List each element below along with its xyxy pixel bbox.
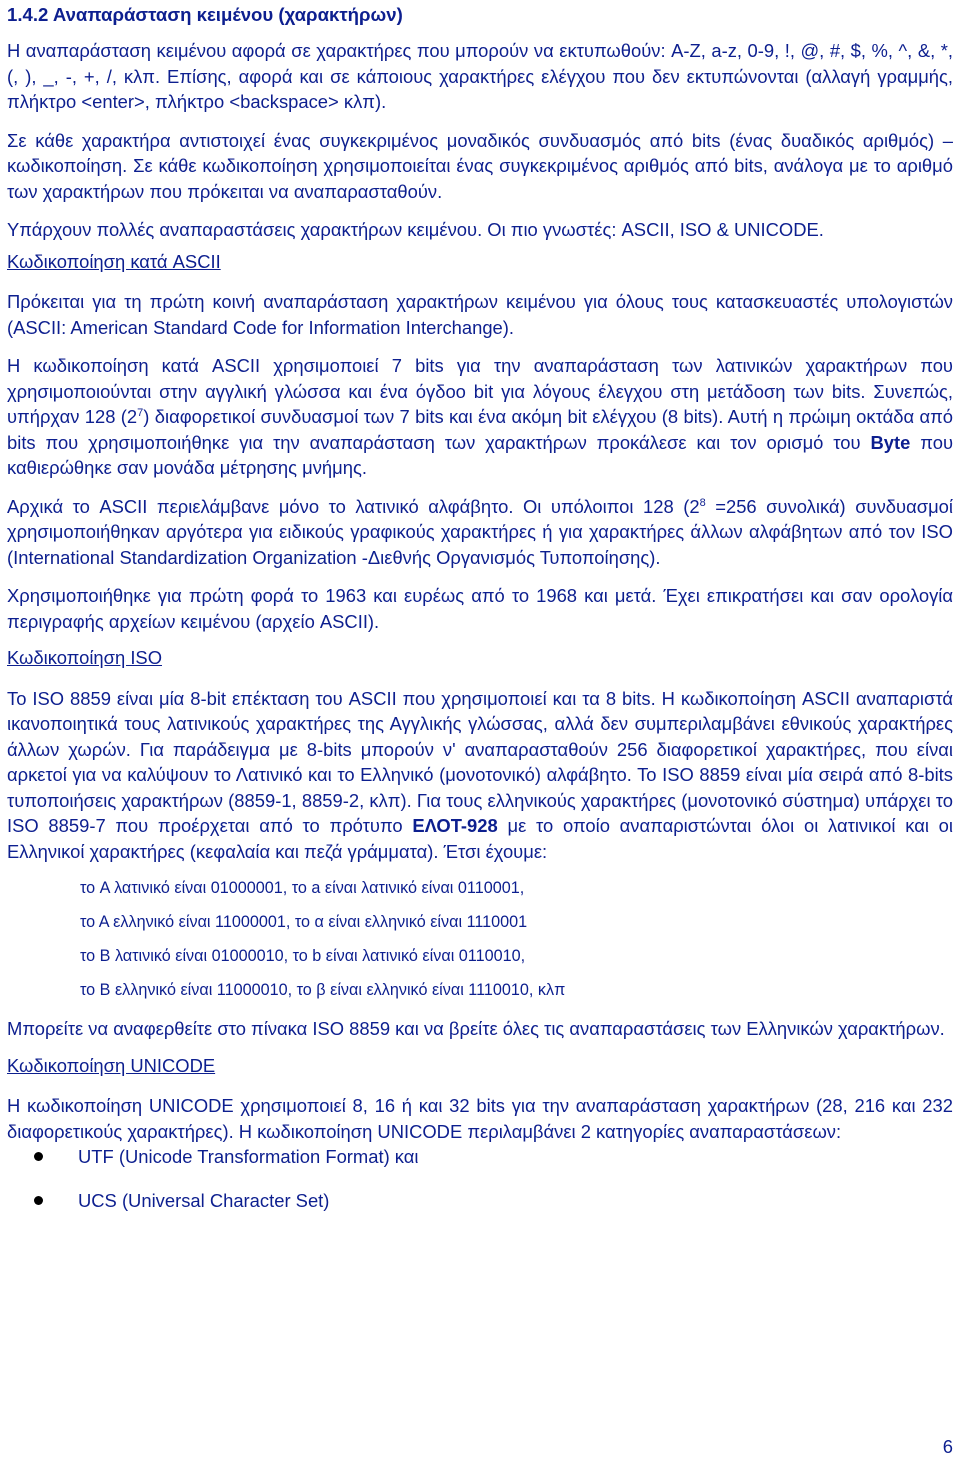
paragraph-representations: Υπάρχουν πολλές αναπαραστάσεις χαρακτήρων κειμένου. Οι πιο γνωστές: ASCII, ISO & UNICODE. xyxy=(7,219,824,240)
unicode-paragraph-intro: Η κωδικοποίηση UNICODE χρησιμοποιεί 8, 16 ή και 32 bits για την αναπαράσταση χαρακτήρων (28, 216 και 232 διαφορετικούς χαρακτήρες). Η κωδικοποίηση UNICODE περιλαμβάνει 2 κατηγορίες αναπαραστάσεων: xyxy=(7,1095,953,1142)
paragraph-printable-characters: Η αναπαράσταση κειμένου αφορά σε χαρακτήρες που μπορούν να εκτυπωθούν: A-Z, a-z, 0-9, !, @, #, $, %, ^, &, *, (, ), _, -, +, /, κλπ. Επίσης, αφορά και σε κάποιους χαρακτήρες ελέγχου που δεν εκτυπώνονται (αλλαγή γραμμής, πλήκτρο <enter>, πλήκτρο <backspace> κλπ). xyxy=(7,40,953,112)
ascii-paragraph-7bits xyxy=(7,353,953,481)
iso-subheading: Κωδικοποίηση ISO xyxy=(7,647,162,668)
iso-example-line: το B λατινικό είναι 01000010, το b είναι λατινικό είναι 0110010, xyxy=(80,947,526,965)
unicode-list xyxy=(7,1144,953,1213)
iso-example-line: το Β ελληνικό είναι 11000010, το β είναι ελληνικό είναι 1110010, κλπ xyxy=(80,981,566,999)
ascii-p3-text-a: Αρχικά το ASCII περιελάμβανε μόνο το λατινικό αλφάβητο. Οι υπόλοιποι 128 (2 xyxy=(7,495,700,517)
iso-paragraph-intro xyxy=(7,686,953,865)
ascii-paragraph-latin xyxy=(7,494,953,571)
iso-p1-text-a: Το ISO 8859 είναι μία 8-bit επέκταση του ASCII που χρησιμοποιεί και τα 8 bits. Η κωδικοποίηση ASCII αναπαριστά ικανοποιητικά τους λατινικούς χαρακτήρες της Αγγλικής γλώσσας, αλλά δεν συμπεριλαμβάνει εθνικούς χαρακτήρες άλλων χωρών. Για παράδειγμα με 8-bits μπορούν ν' αναπαρασταθούν 256 διαφορετικοί χαρακτήρες, που είναι αρκετοί για να καλύψουν το Λατινικό και το Ελληνικό (μονοτονικό) αλφάβητο. Το ISO 8859 είναι μία σειρά από 8-bits τυποποιήσεις χαρακτήρων (8859-1, 8859-2, κλπ). Για τους ελληνικούς χαρακτήρες (μονοτονικό σύστημα) υπάρχει το ISO 8859-7 που προέρχεται από το πρότυπο xyxy=(7,687,953,836)
section-heading: 1.4.2 Αναπαράσταση κειμένου (χαρακτήρων) xyxy=(7,4,403,25)
iso-example-line: το Α ελληνικό είναι 11000001, το α είναι ελληνικό είναι 1110001 xyxy=(80,913,528,931)
ascii-p3-text-b: =256 συνολικά) συνδυασμοί χρησιμοποιήθηκαν αργότερα για ειδικούς γραφικούς χαρακτήρες ή για χαρακτήρες άλλων αλφάβητων από τον ISO (International Standardization Organization -Διεθνής Οργανισμός Τυποποίησης). xyxy=(7,495,953,568)
ascii-p2-text-a: Η κωδικοποίηση κατά ASCII χρησιμοποιεί 7 bits για την αναπαράσταση των λατινικών χαρακτήρων που χρησιμοποιούνται στην αγγλική γλώσσα και ένα όγδοο bit για λόγους έλεγχου στη μετάδοση των bits. Συνεπώς, υπήρχαν 128 (2 xyxy=(7,355,953,427)
exponent-7: 7 xyxy=(137,407,144,419)
exponent-8: 8 xyxy=(699,496,706,509)
iso-p1-text-b: με το οποίο αναπαριστώνται όλοι οι λατινικοί και οι Ελληνικοί χαρακτήρες (κεφαλαία και πεζά γράμματα). Έτσι έχουμε: xyxy=(7,815,953,862)
ascii-p2-text-b: ) διαφορετικοί συνδυασμοί των 7 bits και ένα ακόμη bit ελέγχου (8 bits). Αυτή η πρώιμη οκτάδα από bits που χρησιμοποιήθηκε για την αναπαράσταση των χαρακτήρων προκάλεσε και τον ορισμό του xyxy=(7,406,953,453)
byte-term: Byte xyxy=(870,431,911,453)
page-number: 6 xyxy=(942,1436,953,1457)
iso-examples xyxy=(7,877,953,1001)
paragraph-encoding-definition: Σε κάθε χαρακτήρα αντιστοιχεί ένας συγκεκριμένος μοναδικός συνδυασμός από bits (ένας δυαδικός αριθμός) –κωδικοποίηση. Σε κάθε κωδικοποίηση χρησιμοποιείται ένας συγκεκριμένος αριθμός από bits, ανάλογα με το αριθμό των χαρακτήρων που πρόκειται να αναπαρασταθούν. xyxy=(7,129,953,202)
ascii-paragraph-intro: Πρόκειται για τη πρώτη κοινή αναπαράσταση χαρακτήρων κειμένου για όλους τους κατασκευαστές υπολογιστών (ASCII: American Standard Code for Information Interchange). xyxy=(7,291,953,338)
list-item: UCS (Universal Character Set) xyxy=(7,1188,953,1214)
ascii-subheading: Κωδικοποίηση κατά ASCII xyxy=(7,250,221,272)
elot-term: ΕΛΟΤ-928 xyxy=(412,815,498,836)
iso-example-line: το A λατινικό είναι 01000001, το a είναι λατινικό είναι 0110001, xyxy=(80,879,525,897)
unicode-subheading: Κωδικοποίηση UNICODE xyxy=(7,1054,216,1076)
ascii-p2-text-c: που καθιερώθηκε σαν μονάδα μέτρησης μνήμης. xyxy=(7,431,953,478)
list-item: UTF (Unicode Transformation Format) και xyxy=(7,1144,953,1170)
ascii-paragraph-history: Χρησιμοποιήθηκε για πρώτη φορά το 1963 και ευρέως από το 1968 και μετά. Έχει επικρατήσει και σαν ορολογία περιγραφής αρχείων κειμένου (αρχείο ASCII). xyxy=(7,585,953,632)
iso-paragraph-table: Μπορείτε να αναφερθείτε στο πίνακα ISO 8859 και να βρείτε όλες τις αναπαραστάσεις των Ελληνικών χαρακτήρων. xyxy=(7,1018,945,1039)
